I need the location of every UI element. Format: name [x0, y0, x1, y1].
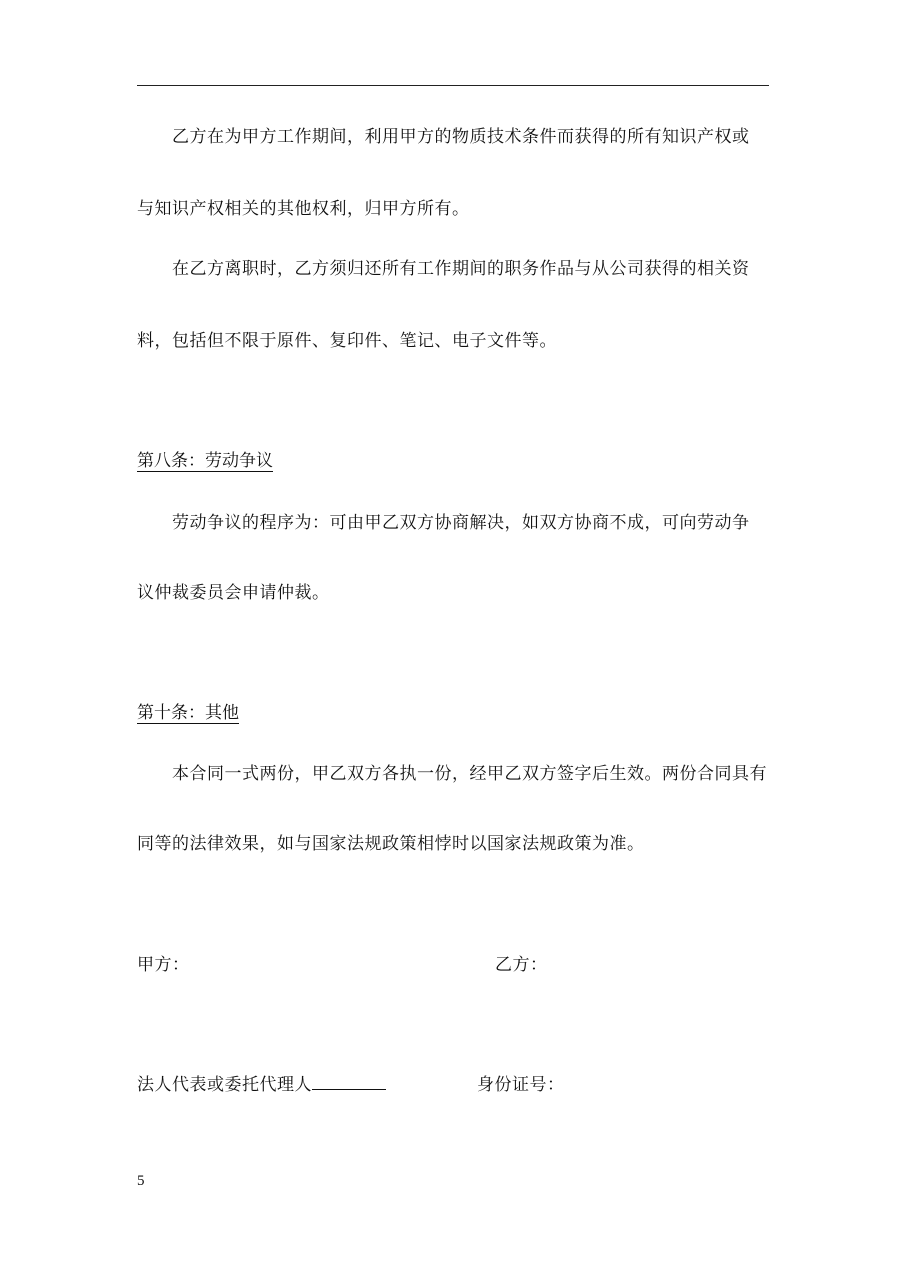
article-8-heading: 第八条：劳动争议	[137, 451, 273, 471]
other-clause-line-2: 同等的法律效果，如与国家法规政策相悖时以国家法规政策为准。	[137, 834, 645, 854]
party-b-label: 乙方：	[495, 955, 548, 975]
party-a-label: 甲方：	[137, 955, 190, 975]
ip-clause-line-1: 乙方在为甲方工作期间，利用甲方的物质技术条件而获得的所有知识产权或	[172, 127, 750, 147]
return-clause-line-1: 在乙方离职时，乙方须归还所有工作期间的职务作品与从公司获得的相关资	[172, 259, 750, 279]
representative-signature-line	[137, 1075, 386, 1095]
other-clause-line-1: 本合同一式两份，甲乙双方各执一份，经甲乙双方签字后生效。两份合同具有	[172, 764, 767, 784]
header-rule	[137, 85, 769, 86]
article-10-heading: 第十条：其他	[137, 703, 239, 723]
id-number-label: 身份证号：	[477, 1075, 565, 1095]
return-clause-line-2: 料，包括但不限于原件、复印件、笔记、电子文件等。	[137, 331, 557, 351]
ip-clause-line-2: 与知识产权相关的其他权利，归甲方所有。	[137, 199, 470, 219]
signature-blank	[312, 1075, 386, 1090]
dispute-clause-line-2: 议仲裁委员会申请仲裁。	[137, 583, 330, 603]
representative-label: 法人代表或委托代理人	[137, 1075, 312, 1095]
page-number: 5	[137, 1173, 145, 1189]
dispute-clause-line-1: 劳动争议的程序为：可由甲乙双方协商解决，如双方协商不成，可向劳动争	[172, 513, 750, 533]
